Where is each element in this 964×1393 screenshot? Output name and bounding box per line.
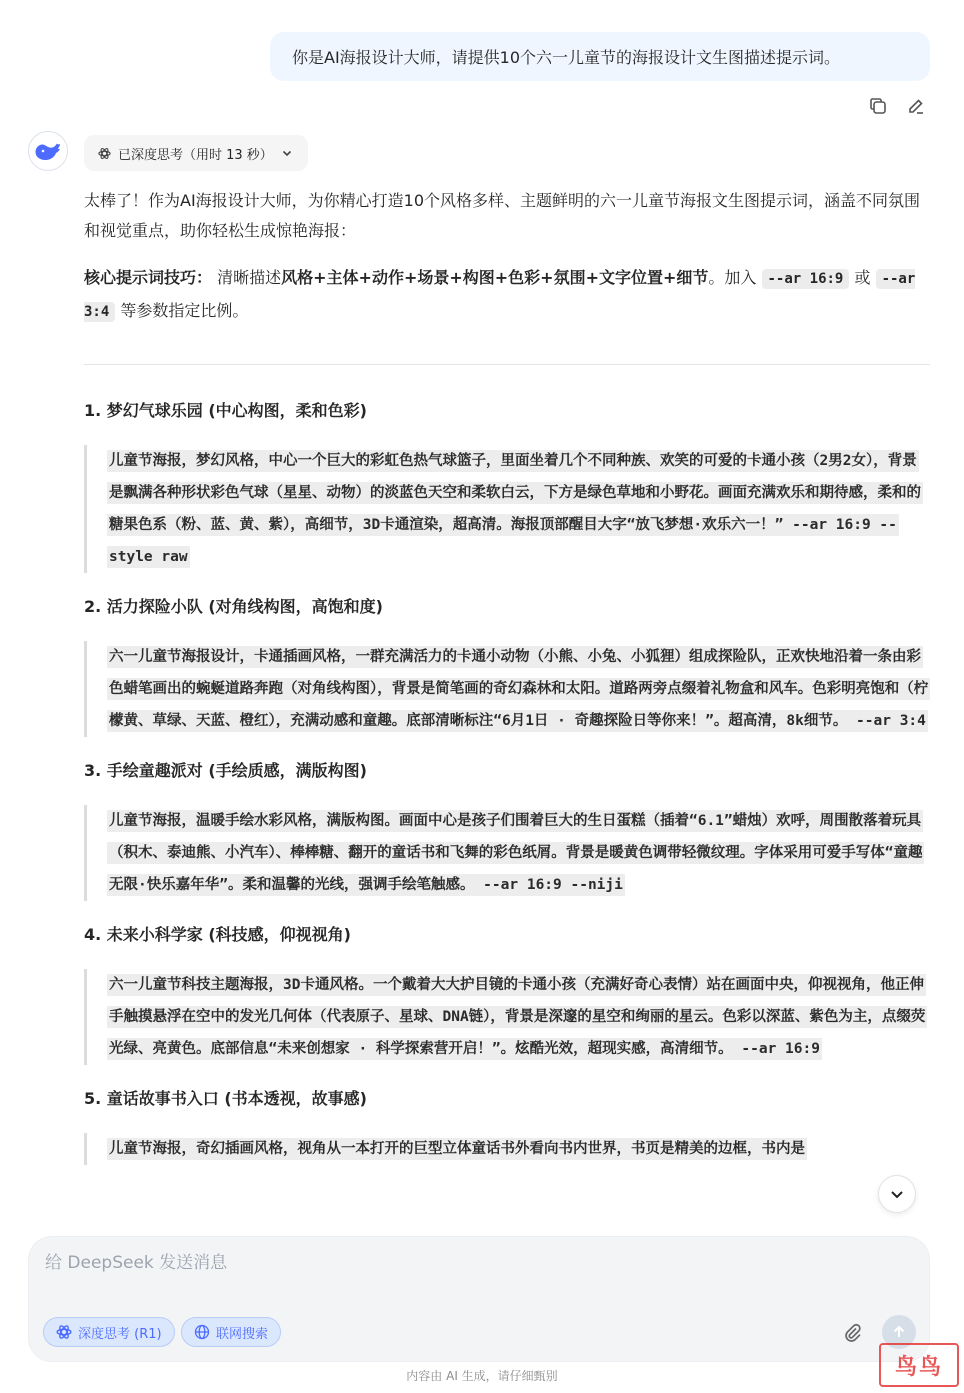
prompt-block — [84, 1133, 930, 1165]
prompt-block — [84, 445, 930, 573]
prompt-block — [84, 969, 930, 1065]
web-search-label: 联网搜索 — [216, 1326, 269, 1342]
prompt-block — [84, 641, 930, 737]
copy-icon[interactable] — [866, 94, 890, 118]
prompt-text: 六一儿童节科技主题海报，3D卡通风格。一个戴着大大护目镜的卡通小孩（充满好奇心表情）站在画面中央，仰视视角，他正伸手触摸悬浮在空中的发光几何体（代表原子、星球、DNA链），背景是深邃的星空和绚丽的星云。色彩以深蓝、紫色为主，点缀荧光绿、亮黄色。底部信息“未来创想家 · 科学探索营开启！”。炫酷光效，超现实感，高清细节。 --ar 16:9 — [107, 974, 927, 1060]
prompt-item — [84, 595, 930, 737]
tips-code-2: --ar 3:4 — [84, 271, 916, 320]
prompt-text: 六一儿童节海报设计，卡通插画风格，一群充满活力的卡通小动物（小熊、小兔、小狐狸）组成探险队，正欢快地沿着一条由彩色蜡笔画出的蜿蜒道路奔跑（对角线构图），背景是简笔画的奇幻森林和太阳。道路两旁点缀着礼物盒和风车。色彩明亮饱和（柠檬黄、草绿、天蓝、橙红），充满动感和童趣。底部清晰标注“6月1日 · 奇趣探险日等你来！”。超高清，8k细节。 --ar 3:4 — [107, 646, 930, 732]
prompt-item-title: 5. 童话故事书入口 (书本透视，故事感) — [84, 1089, 367, 1108]
prompt-item-title: 3. 手绘童趣派对 (手绘质感，满版构图) — [84, 761, 367, 780]
prompt-item — [84, 1087, 930, 1165]
message-input[interactable] — [45, 1251, 825, 1275]
deep-think-r1-button[interactable] — [43, 1317, 175, 1347]
prompt-item — [84, 759, 930, 901]
watermark-stamp: 鸟鸟 — [879, 1343, 959, 1387]
message-actions — [866, 94, 928, 118]
prompt-text: 儿童节海报，梦幻风格，中心一个巨大的彩虹色热气球篮子，里面坐着几个不同种族、欢笑的可爱的卡通小孩（2男2女），背景是飘满各种形状彩色气球（星星、动物）的淡蓝色天空和柔软白云，下方是绿色草地和小野花。画面充满欢乐和期待感，柔和的糖果色系（粉、蓝、黄、紫），高细节，3D卡通渲染，超高清。海报顶部醒目大字“放飞梦想·欢乐六一！” --ar 16:9 --style raw — [107, 450, 923, 568]
chevron-down-icon — [888, 1185, 906, 1203]
prompt-item — [84, 399, 930, 573]
tips-mid: 。加入 — [708, 268, 757, 287]
divider — [84, 364, 930, 365]
user-message-bubble — [270, 32, 930, 81]
user-message-text: 你是AI海报设计大师，请提供10个六一儿童节的海报设计文生图描述提示词。 — [292, 48, 841, 67]
prompt-item-title: 1. 梦幻气球乐园 (中心构图，柔和色彩) — [84, 401, 367, 420]
atom-icon — [98, 147, 111, 160]
atom-icon — [56, 1324, 72, 1340]
deepseek-whale-icon — [28, 131, 68, 171]
tips-bold: 风格+主体+动作+场景+构图+色彩+氛围+文字位置+细节 — [281, 268, 709, 287]
paperclip-icon[interactable] — [839, 1319, 865, 1345]
globe-icon — [194, 1324, 210, 1340]
prompt-item — [84, 923, 930, 1065]
tips-label: 核心提示词技巧： — [84, 268, 213, 287]
tips-post: 等参数指定比例。 — [120, 301, 249, 320]
deep-think-r1-label: 深度思考 (R1) — [78, 1326, 162, 1342]
prompt-text: 儿童节海报，温暖手绘水彩风格，满版构图。画面中心是孩子们围着巨大的生日蛋糕（插着“6.1”蜡烛）欢呼，周围散落着玩具（积木、泰迪熊、小汽车）、棒棒糖、翻开的童话书和飞舞的彩色纸屑。背景是暖黄色调带轻微纹理。字体采用可爱手写体“童趣无限·快乐嘉年华”。柔和温馨的光线，强调手绘笔触感。 --ar 16:9 --niji — [107, 810, 924, 896]
response-tips — [84, 262, 930, 328]
tips-pre: 清晰描述 — [217, 268, 282, 287]
response-intro: 太棒了！作为AI海报设计大师，为你精心打造10个风格多样、主题鲜明的六一儿童节海报文生图提示词，涵盖不同氛围和视觉重点，助你轻松生成惊艳海报： — [84, 191, 921, 240]
prompt-item-title: 4. 未来小科学家 (科技感，仰视视角) — [84, 925, 351, 944]
prompt-block — [84, 805, 930, 901]
assistant-response — [84, 186, 930, 1238]
scroll-to-bottom-button[interactable] — [878, 1175, 916, 1213]
prompt-item-title: 2. 活力探险小队 (对角线构图，高饱和度) — [84, 597, 383, 616]
chevron-down-icon — [280, 146, 294, 160]
ai-disclaimer: 内容由 AI 生成，请仔细甄别 — [406, 1369, 558, 1383]
tips-code-1: --ar 16:9 — [762, 269, 850, 289]
edit-icon[interactable] — [904, 94, 928, 118]
tips-or: 或 — [854, 268, 871, 287]
message-composer — [28, 1236, 930, 1362]
deep-think-toggle[interactable] — [84, 135, 308, 171]
web-search-button[interactable] — [181, 1317, 281, 1347]
arrow-up-icon — [891, 1324, 907, 1340]
deep-think-label: 已深度思考（用时 13 秒） — [118, 147, 273, 163]
prompt-text: 儿童节海报，奇幻插画风格，视角从一本打开的巨型立体童话书外看向书内世界，书页是精美的边框，书内是 — [107, 1138, 807, 1160]
